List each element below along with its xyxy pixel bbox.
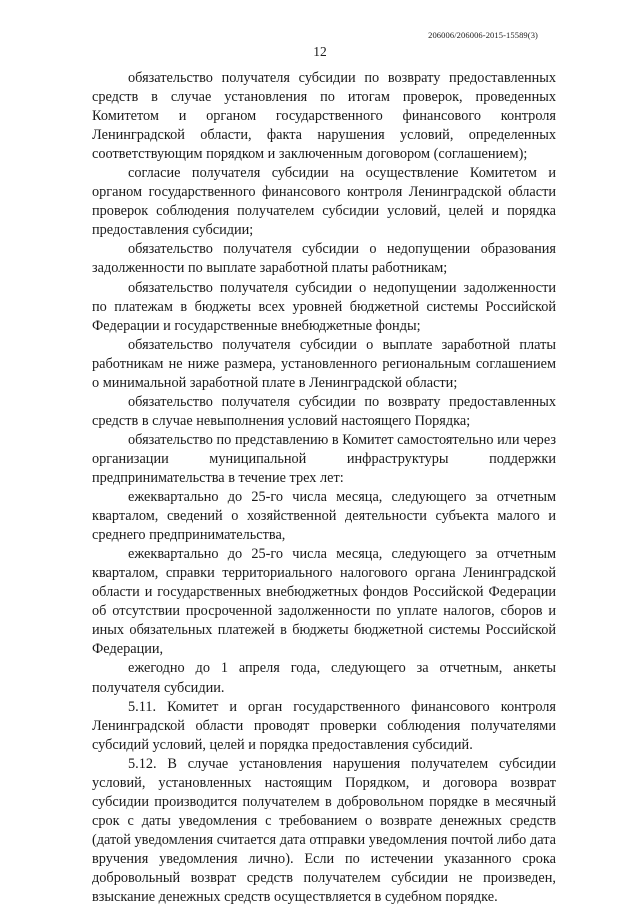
paragraph: обязательство получателя субсидии о недопущении образования задолженности по выплате заработной платы работникам; — [92, 241, 556, 277]
paragraph: 5.11. Комитет и орган государственного финансового контроля Ленинградской области проводят проверки соблюдения получателями субсидий условий, целей и порядка предоставления субсидий. — [92, 698, 556, 753]
paragraph: согласие получателя субсидии на осуществление Комитетом и органом государственного финансового контроля Ленинградской области проверок соблюдения получателем субсидии условий, целей и порядка предоставления субсидии; — [92, 165, 556, 239]
paragraph: обязательство получателя субсидии о выплате заработной платы работникам не ниже размера, установленного региональным соглашением о минимальной заработной плате в Ленинградской области; — [92, 336, 556, 391]
page-number: 12 — [313, 44, 327, 59]
paragraph: ежеквартально до 25-го числа месяца, следующего за отчетным кварталом, справки территориального налогового органа Ленинградской области и государственных внебюджетных фондов Российской Федерации об отсутствии просроченной задолженности по уплате налогов, сборов и иных обязательных платежей в бюджеты бюджетной системы Российской Федерации, — [92, 546, 556, 658]
paragraph: ежегодно до 1 апреля года, следующего за отчетным, анкеты получателя субсидии. — [92, 660, 556, 696]
paragraph: 5.12. В случае установления нарушения получателем субсидии условий, установленных настоящим Порядком, и договора возврат субсидии производится получателем в добровольном порядке в месячный срок с даты уведомления с требованием о возврате денежных средств (датой уведомления считается дата отправки уведомления почтой либо дата вручения уведомления лично). Если по истечении указанного срока добровольный возврат средств получателем субсидии не произведен, взыскание денежных средств осуществляется в судебном порядке. — [92, 755, 556, 906]
paragraph: обязательство получателя субсидии по возврату предоставленных средств в случае невыполнения условий настоящего Порядка; — [92, 393, 556, 429]
paragraph: обязательство получателя субсидии о недопущении задолженности по платежам в бюджеты всех уровней бюджетной системы Российской Федерации и государственные внебюджетные фонды; — [92, 279, 556, 334]
document-id: 206006/206006-2015-15589(3) — [428, 30, 538, 40]
document-body — [92, 69, 556, 907]
paragraph: обязательство получателя субсидии по возврату предоставленных средств в случае установления по итогам проверок, проведенных Комитетом и органом государственного финансового контроля Ленинградской области, факта нарушения условий, определенных соответствующим порядком и заключенным договором (соглашением); — [92, 70, 556, 163]
paragraph: обязательство по представлению в Комитет самостоятельно или через организации муниципальной инфраструктуры поддержки предпринимательства в течение трех лет: — [92, 431, 556, 486]
paragraph: ежеквартально до 25-го числа месяца, следующего за отчетным кварталом, сведений о хозяйственной деятельности субъекта малого и среднего предпринимательства, — [92, 489, 556, 544]
